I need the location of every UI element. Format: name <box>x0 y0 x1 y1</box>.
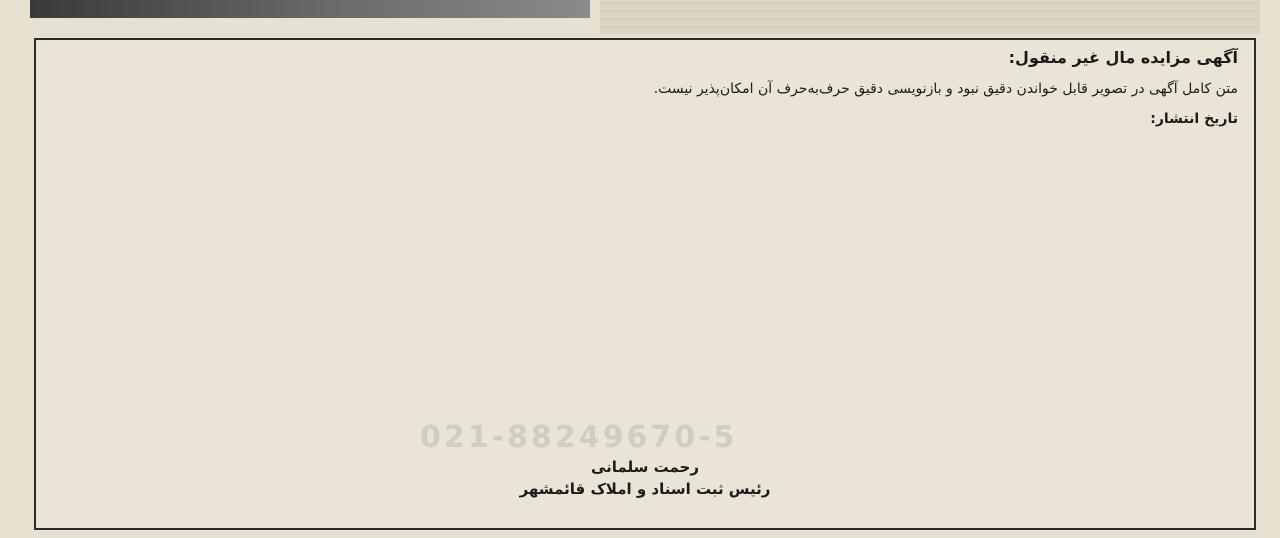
auction-notice <box>34 38 1256 530</box>
publish-date: تاریخ انتشار: <box>1150 111 1238 127</box>
signer-name: رحمت سلمانی <box>591 458 699 476</box>
notice-body: متن کامل آگهی در تصویر قابل خواندن دقیق نبود و بازنویسی دقیق حرف‌به‌حرف آن امکان‌پذیر نیست. <box>653 81 1238 97</box>
photo-strip <box>30 0 590 18</box>
previous-ad-strip <box>600 0 1260 34</box>
notice-title: آگهی مزایده مال غیر منقول: <box>1008 48 1238 67</box>
signature-block <box>36 458 1254 498</box>
signer-title: رئیس ثبت اسناد و املاک قائمشهر <box>519 480 771 498</box>
